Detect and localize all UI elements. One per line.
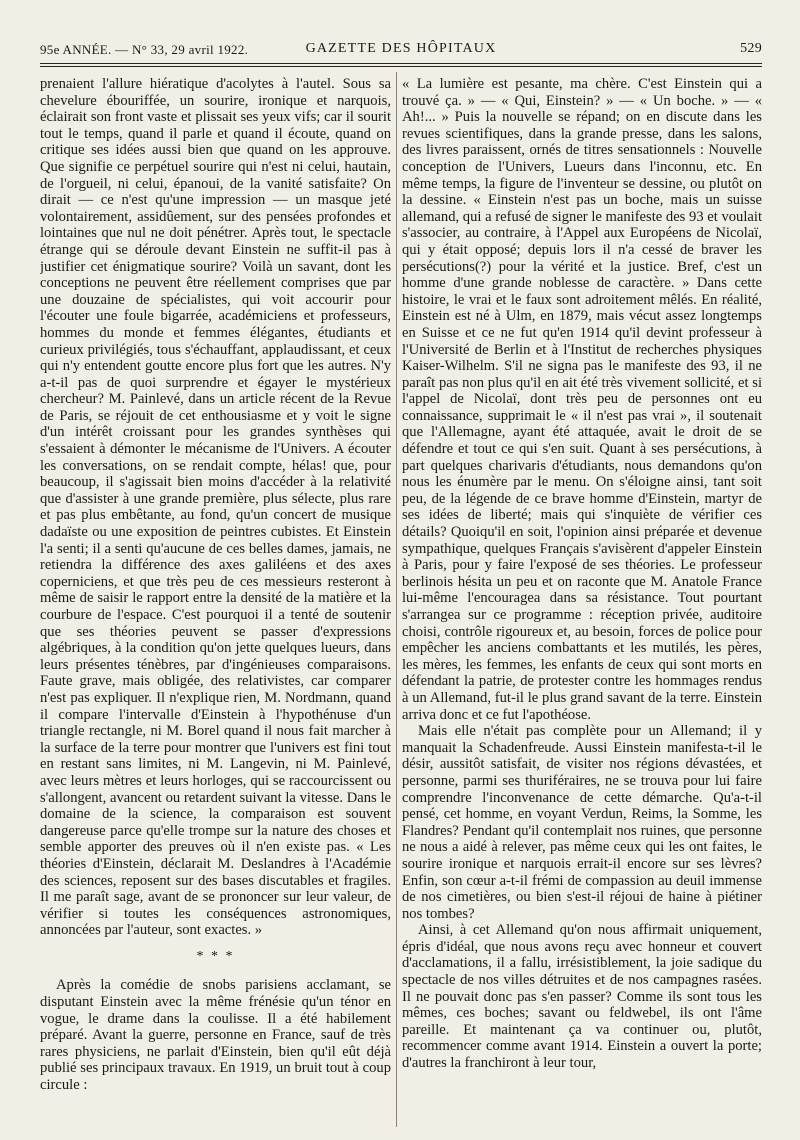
right-column bbox=[402, 76, 762, 1126]
left-column bbox=[40, 76, 391, 1126]
section-separator: * * * bbox=[196, 948, 235, 964]
column-divider bbox=[396, 72, 397, 1127]
journal-title: GAZETTE DES HÔPITAUX bbox=[305, 41, 497, 56]
left-paragraph-1: prenaient l'allure hiératique d'acolytes à l'autel. Sous sa chevelure ébouriffée, un sourire, ironique et narquois, éclairait son front vaste et plissait ses yeux vifs; car il sourit tout le temps, quand il parle et quand il écoute, quand on critique ses idées aussi bien que quand on les approuve. Que signifie ce perpétuel sourire qui n'est ni celui, hautain, de l'orgueil, ni celui, épanoui, de la vanité satisfaite? On dirait — ce n'est qu'une impression — un masque jeté volontairement, assidûement, sur des pensées profondes et lointaines que nul ne doit pénétrer. Après tout, le spectacle étrange qui se déroule devant Einstein ne suffit-il pas à justifier cet énigmatique sourire? Voilà un savant, dont les conceptions ne peuvent être réellement comprises que par une douzaine de spécialistes, qui voit accourir pour l'écouter une foule bigarrée, académiciens et professeurs, hommes du monde et femmes élégantes, étudiants et curieux privilégiés, tous s'échauffant, applaudissant, et ceux qui n'y entendent goutte encore plus fort que les autres. N'y a-t-il pas de quoi surprendre et égayer le mystérieux chercheur? M. Painlevé, dans un article récent de la Revue de Paris, se réjouit de cet enthousiasme et y voit le signe d'un intérêt croissant pour les grandes synthèses qui s'essaient à démonter le mécanisme de l'Univers. A écouter les conversations, on se rendait compte, hélas! que, pour beaucoup, il s'agissait bien moins d'accéder à la relativité que d'assister à une grande première, plus sélecte, plus rare et pas plus embêtante, au fond, qu'un concert de musique dadaïste ou une exposition de peintres cubistes. Et Einstein l'a senti; il a senti qu'aucune de ces belles dames, jamais, ne retiendra la différence des axes galiléens et des axes coperniciens, et que très peu de ces messieurs resteront à même de saisir le rapport entre la densité de la matière et la courbure de l'espace. C'est pourquoi il a tenté de soutenir que ses théories peuvent se passer d'expressions algébriques, à la condition qu'on jette quelques lueurs, dans leurs présentes ténèbres, par d'ingénieuses comparaisons. Faute grave, mais obligée, des relativistes, car comparer n'est pas expliquer. Il n'explique rien, M. Nordmann, quand il compare l'intervalle d'Einstein à l'hypothénuse d'un triangle rectangle, ni M. Borel quand il nous fait marcher à la surface de la terre pour montrer que l'univers est fini tout en restant sans limites, ni M. Langevin, ni M. Painlevé, avec leurs mètres et leurs horloges, qui se raccourcissent ou s'allongent, avancent ou retardent suivant la vitesse. Dans le domaine de la science, la comparaison est souvent dangereuse parce qu'elle trompe sur la nature des choses et semble apporter des preuves où il n'en existe pas. « Les théories d'Einstein, déclarait M. Deslandres à l'Académie des sciences, reposent sur des bases discutables et fragiles. Il me paraît sage, avant de se prononcer sur leur valeur, de vérifier si toutes les conséquences astronomiques, annoncées par l'auteur, sont exactes. » bbox=[40, 76, 391, 939]
header-rule-bottom bbox=[40, 66, 762, 67]
page-header bbox=[40, 40, 762, 62]
issue-info: 95e ANNÉE. — N° 33, 29 avril 1922. bbox=[40, 42, 249, 57]
left-paragraph-2: Après la comédie de snobs parisiens acclamant, se disputant Einstein avec la même frénésie qu'un ténor en vogue, le drame dans la coulisse. Il a été habilement préparé. Avant la guerre, personne en France, sauf de très rares physiciens, ne parlait d'Einstein, bien qu'il eût déjà publié ses principaux travaux. En 1919, un bruit tout à coup circule : bbox=[40, 977, 391, 1094]
header-rule-top bbox=[40, 63, 762, 64]
right-paragraph-1: « La lumière est pesante, ma chère. C'est Einstein qui a trouvé ça. » — « Qui, Einstein? » — « Un boche. » — « Ah!... » Puis la nouvelle se répand; on en discute dans les revues scientifiques, dans la grande presse, dans les salons, des livres paraissent, ornés de titres sensationnels : Nouvelle conception de l'Univers, Lueurs dans l'inconnu, etc. En même temps, la figure de l'inventeur se dessine, ou plutôt on la dessine. « Einstein n'est pas un boche, mais un suisse allemand, qui a refusé de signer le manifeste des 93 et voulait s'associer, au contraire, à l'Appel aux Européens de Nicolaï, qui y était opposé; depuis lors il n'a cessé de braver les persécutions(?) pour la vérité et la justice. Bref, c'est un homme d'une grande noblesse de caractère. » Dans cette histoire, le vrai et le faux sont adroitement mêlés. En réalité, Einstein est né à Ulm, en 1879, mais vécut assez longtemps en Suisse et ce ne fut qu'en 1914 qu'il devint professeur à l'Université de Berlin et à l'Institut de recherches physiques Kaiser-Wilhelm. S'il ne signa pas le manifeste des 93, il ne paraît pas non plus qu'il en ait été très vivement sollicité, et si l'appel de Nicolaï, dont très peu de personnes ont eu connaissance, supprimait le « il n'est pas vrai », il soutenait que l'Allemagne, ayant été attaquée, avait le droit de se défendre et tout ce qui s'en suit. Quant à ses persécutions, à part quelques charivaris d'étudiants, nous demandons qu'on nous les énumère par le menu. On s'éloigne ainsi, tant soit peu, de la légende de ce brave homme d'Einstein, martyr de ses idées de liberté; mais qui s'inquiète de vérifier ces détails? Quoiqu'il en soit, l'opinion ainsi préparée et devenue sympathique, quelques Français s'avisèrent d'appeler Einstein à Paris, pour y faire l'exposé de ses théories. Le professeur berlinois hésita un peu et on raconte que M. Anatole France lui-même l'encouragea dans sa résistance. Tout pourtant s'arrangea sur ce programme : réception privée, auditoire choisi, contrôle rigoureux et, au besoin, forces de police pour empêcher les anciens combattants et les mutilés, les pères, les mères, les femmes, les enfants de ceux qui sont morts en défendant la patrie, de protester contre les hommages rendus à un Allemand, fut-il le plus grand savant de la terre. Einstein arriva donc et ce fut l'apothéose. bbox=[402, 76, 762, 723]
right-paragraph-3: Ainsi, à cet Allemand qu'on nous affirmait uniquement, épris d'idéal, que nous avons reçu avec honneur et couvert d'acclamations, il a fallu, irrésistiblement, la joie sadique du spectacle de nos villes détruites et de nos campagnes rasées. Il ne pouvait donc pas s'en passer? Comme ils sont tous les mêmes, ces boches; savant ou feldwebel, ils ont l'âme pareille. Et maintenant ça va continuer ou, plutôt, recommencer comme avant 1914. Einstein a ouvert la porte; d'autres la franchiront à leur tour, bbox=[402, 922, 762, 1072]
right-paragraph-2: Mais elle n'était pas complète pour un Allemand; il y manquait la Schadenfreude. Aussi Einstein manifesta-t-il le désir, aussitôt satisfait, de visiter nos régions dévastées, et personne, parmi ses thuriféraires, ne se trouva pour lui faire comprendre l'inconvenance de cette démarche. Qu'a-t-il pensé, cet homme, en voyant Verdun, Reims, la Somme, les Flandres? Pendant qu'il contemplait nos ruines, que personne ne nous a aidé à relever, pas même ceux qui les ont faites, le sourire ironique et narquois errait-il encore sur ses lèvres? Enfin, son cœur a-t-il frémi de compassion au deuil immense de nos cimetières, ou bien s'est-il réjoui de haine à piétiner nos tombes? bbox=[402, 723, 762, 922]
page-number: 529 bbox=[740, 41, 762, 56]
